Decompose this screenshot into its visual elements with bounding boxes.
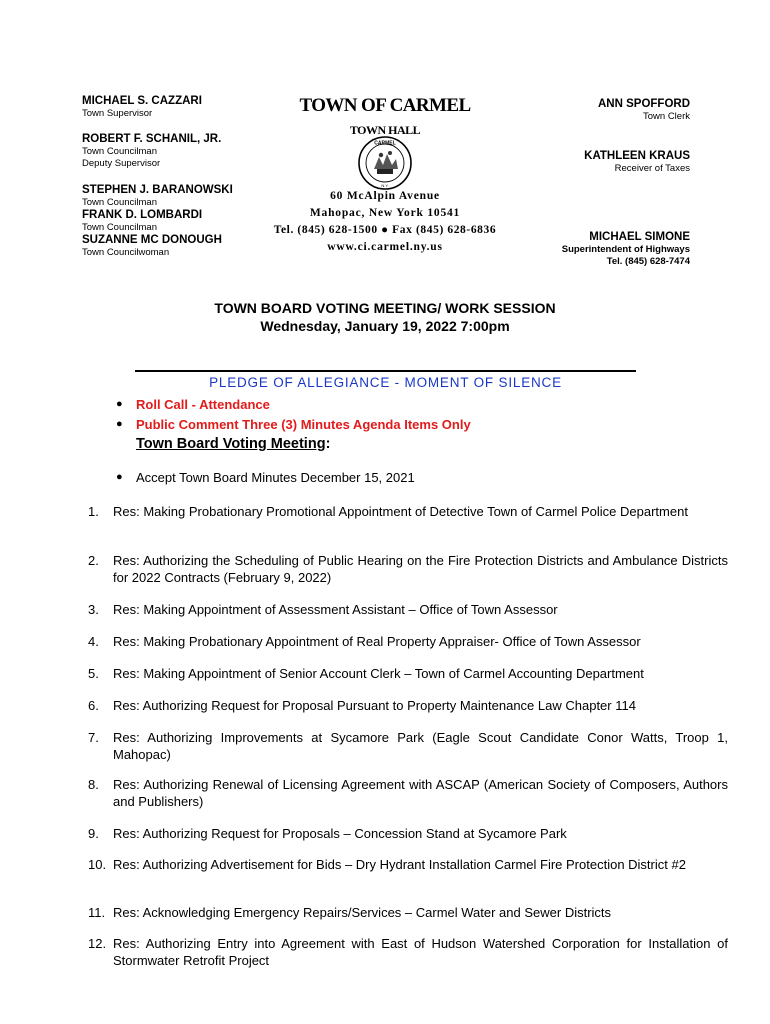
official-name: ANN SPOFFORD — [598, 98, 690, 110]
divider-line — [135, 370, 636, 372]
official-name: MICHAEL SIMONE — [589, 231, 690, 243]
resolution-item — [88, 633, 728, 650]
resolution-item — [88, 825, 728, 842]
resolution-number: 1. — [88, 504, 99, 519]
official-title: Receiver of Taxes — [614, 163, 690, 174]
resolution-item — [88, 935, 728, 969]
official-title: Town Clerk — [643, 111, 690, 122]
resolution-text: Res: Authorizing Renewal of Licensing Agreement with ASCAP (American Society of Composers, Authors and Publishers) — [113, 777, 728, 809]
resolution-text: Res: Making Appointment of Senior Account Clerk – Town of Carmel Accounting Department — [113, 666, 644, 681]
resolution-number: 4. — [88, 634, 99, 649]
official-title: Town Councilwoman — [82, 247, 170, 258]
meeting-title: TOWN BOARD VOTING MEETING/ WORK SESSION — [214, 300, 556, 316]
resolution-text: Res: Making Appointment of Assessment Assistant – Office of Town Assessor — [113, 602, 558, 617]
svg-text:CARMEL: CARMEL — [374, 140, 396, 147]
bullet-icon: ● — [116, 398, 123, 410]
resolution-text: Res: Authorizing Advertisement for Bids – Dry Hydrant Installation Carmel Fire Protection District #2 — [113, 857, 686, 872]
official-phone: Tel. (845) 628-7474 — [606, 256, 690, 267]
resolution-item — [88, 776, 728, 810]
pledge-heading: PLEDGE OF ALLEGIANCE - MOMENT OF SILENCE — [209, 375, 562, 390]
town-hall-label: TOWN HALL — [349, 123, 421, 137]
resolution-number: 6. — [88, 698, 99, 713]
resolution-item — [88, 665, 728, 682]
meeting-header — [135, 299, 635, 335]
resolution-item — [88, 697, 728, 714]
bullet-icon: ● — [116, 418, 123, 430]
resolution-text: Res: Authorizing Improvements at Sycamore Park (Eagle Scout Candidate Conor Watts, Troop 1, Mahopac) — [113, 730, 728, 762]
official-title: Town Councilman — [82, 222, 157, 233]
resolution-number: 2. — [88, 553, 99, 568]
resolution-text: Res: Making Probationary Promotional Appointment of Detective Town of Carmel Police Department — [113, 504, 688, 519]
resolution-text: Res: Authorizing Request for Proposals – Concession Stand at Sycamore Park — [113, 826, 567, 841]
resolution-text: Res: Making Probationary Appointment of Real Property Appraiser- Office of Town Assessor — [113, 634, 641, 649]
resolution-text: Res: Authorizing Entry into Agreement with East of Hudson Watershed Corporation for Installation of Stormwater Retrofit Project — [113, 936, 728, 968]
official-name: ROBERT F. SCHANIL, JR. — [82, 133, 222, 145]
official-name: SUZANNE MC DONOUGH — [82, 234, 222, 246]
official-name: MICHAEL S. CAZZARI — [82, 95, 202, 107]
roll-call-item: Roll Call - Attendance — [136, 397, 270, 412]
resolution-number: 5. — [88, 666, 99, 681]
town-seal-icon — [357, 135, 413, 191]
resolution-number: 7. — [88, 730, 99, 745]
address-line-2: Mahopac, New York 10541 — [309, 207, 461, 219]
right-officials — [510, 98, 690, 268]
resolution-item — [88, 503, 728, 520]
phone-fax: Tel. (845) 628-1500 ● Fax (845) 628-6836 — [273, 224, 497, 236]
resolution-number: 3. — [88, 602, 99, 617]
resolution-number: 12. — [88, 936, 107, 951]
resolution-text: Res: Authorizing Request for Proposal Pursuant to Property Maintenance Law Chapter 114 — [113, 698, 636, 713]
resolution-text: Res: Acknowledging Emergency Repairs/Services – Carmel Water and Sewer Districts — [113, 905, 612, 920]
voting-heading-text: Town Board Voting Meeting — [136, 436, 326, 452]
public-comment-item: Public Comment Three (3) Minutes Agenda Items Only — [136, 417, 471, 432]
resolution-number: 11. — [88, 905, 106, 920]
official-title: Town Supervisor — [82, 108, 153, 119]
resolution-item — [88, 552, 728, 586]
meeting-date: Wednesday, January 19, 2022 7:00pm — [260, 318, 510, 334]
address-line-1: 60 McAlpin Avenue — [330, 190, 440, 202]
town-name: TOWN OF CARMEL — [299, 95, 471, 116]
minutes-item: Accept Town Board Minutes December 15, 2021 — [136, 470, 415, 485]
resolution-item — [88, 904, 728, 921]
official-title: Town Councilman — [82, 197, 157, 208]
resolution-number: 9. — [88, 826, 99, 841]
resolution-item — [88, 601, 728, 618]
official-title: Deputy Supervisor — [82, 158, 161, 169]
letterhead-center — [270, 95, 500, 138]
resolution-text: Res: Authorizing the Scheduling of Public Hearing on the Fire Protection Districts and Ambulance Districts for 2022 Contracts (February 9, 2022) — [113, 553, 728, 585]
official-title: Superintendent of Highways — [561, 244, 690, 255]
official-name: STEPHEN J. BARANOWSKI — [82, 184, 233, 196]
svg-text:N.Y.: N.Y. — [381, 183, 389, 188]
resolution-item — [88, 856, 728, 873]
resolution-number: 10. — [88, 857, 107, 872]
resolution-item — [88, 729, 728, 763]
voting-heading — [136, 436, 330, 452]
official-title: Town Councilman — [82, 146, 157, 157]
website: www.ci.carmel.ny.us — [327, 241, 443, 253]
resolution-number: 8. — [88, 777, 99, 792]
voting-heading-colon: : — [325, 436, 331, 452]
official-name: FRANK D. LOMBARDI — [82, 209, 203, 221]
bullet-icon: ● — [116, 471, 123, 483]
town-address-block — [245, 188, 525, 256]
official-name: KATHLEEN KRAUS — [584, 150, 690, 162]
